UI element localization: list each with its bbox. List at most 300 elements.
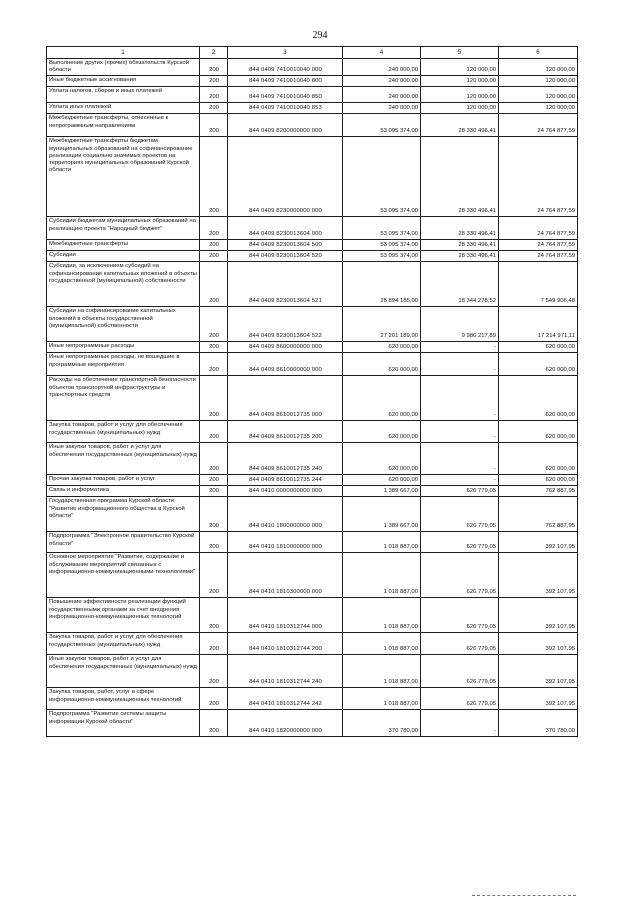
table-row bbox=[47, 307, 578, 342]
row-classification-code-text: 844 0410 1810312744 000 bbox=[249, 624, 322, 631]
row-executed-amount-text: - bbox=[494, 367, 496, 374]
row-name-text: Закупка товаров, работ и услуг для обеспечения государственных (муниципальных) нужд bbox=[49, 422, 183, 436]
row-unexecuted-amount-text: 392 107,95 bbox=[545, 624, 575, 631]
row-approved-amount-text: 53 095 374,00 bbox=[380, 208, 418, 215]
row-name-text: Уплата иных платежей bbox=[49, 104, 112, 111]
row-approved-amount-text: 620 000,00 bbox=[388, 434, 418, 441]
row-executed-amount bbox=[421, 240, 499, 251]
row-approved-amount-text: 620 000,00 bbox=[388, 367, 418, 374]
row-line-code bbox=[200, 114, 228, 137]
row-executed-amount bbox=[421, 553, 499, 598]
table-row bbox=[47, 342, 578, 353]
row-unexecuted-amount bbox=[499, 553, 578, 598]
row-line-code-text: 200 bbox=[209, 523, 219, 530]
row-executed-amount bbox=[421, 217, 499, 240]
table-row bbox=[47, 443, 578, 475]
row-unexecuted-amount-text: 620 000,00 bbox=[545, 344, 575, 351]
row-classification-code-text: 844 0409 7410010040 800 bbox=[249, 78, 322, 85]
row-name bbox=[47, 688, 200, 710]
row-name bbox=[47, 376, 200, 421]
table-row bbox=[47, 103, 578, 114]
row-name bbox=[47, 217, 200, 240]
row-executed-amount-text: 626 779,05 bbox=[466, 488, 496, 495]
row-unexecuted-amount-text: 24 764 877,59 bbox=[537, 208, 575, 215]
row-classification-code bbox=[228, 532, 343, 553]
row-approved-amount bbox=[343, 217, 421, 240]
row-classification-code-text: 844 0409 7410010040 000 bbox=[249, 67, 322, 74]
row-classification-code-text: 844 0409 8610012735 000 bbox=[249, 412, 322, 419]
row-unexecuted-amount-text: 24 764 877,59 bbox=[537, 231, 575, 238]
row-line-code bbox=[200, 262, 228, 307]
row-line-code bbox=[200, 103, 228, 114]
table-row bbox=[47, 532, 578, 553]
table-row bbox=[47, 137, 578, 217]
row-approved-amount-text: 240 000,00 bbox=[388, 94, 418, 101]
row-name-text: Межбюджетные трансферты, отнесенные к непрограммным направлениям bbox=[49, 115, 169, 129]
row-approved-amount bbox=[343, 307, 421, 342]
row-classification-code-text: 844 0410 1800000000 000 bbox=[249, 523, 322, 530]
row-executed-amount-text: 28 330 496,41 bbox=[458, 128, 496, 135]
row-classification-code bbox=[228, 240, 343, 251]
row-unexecuted-amount-text: 392 107,95 bbox=[545, 679, 575, 686]
row-unexecuted-amount bbox=[499, 307, 578, 342]
row-unexecuted-amount bbox=[499, 262, 578, 307]
row-classification-code bbox=[228, 475, 343, 486]
row-approved-amount bbox=[343, 262, 421, 307]
row-executed-amount bbox=[421, 486, 499, 497]
row-approved-amount bbox=[343, 87, 421, 103]
row-executed-amount bbox=[421, 633, 499, 655]
row-unexecuted-amount bbox=[499, 655, 578, 688]
row-unexecuted-amount bbox=[499, 240, 578, 251]
row-name-text: Выполнение других (прочих) обязательств Курской области bbox=[49, 60, 189, 74]
row-approved-amount-text: 620 000,00 bbox=[388, 477, 418, 484]
row-unexecuted-amount bbox=[499, 353, 578, 376]
row-unexecuted-amount bbox=[499, 137, 578, 217]
row-approved-amount-text: 53 095 374,00 bbox=[380, 242, 418, 249]
row-line-code bbox=[200, 87, 228, 103]
row-name bbox=[47, 532, 200, 553]
row-line-code bbox=[200, 710, 228, 737]
row-classification-code-text: 844 0409 8230013604 522 bbox=[249, 333, 322, 340]
row-name bbox=[47, 87, 200, 103]
row-approved-amount bbox=[343, 443, 421, 475]
row-executed-amount bbox=[421, 710, 499, 737]
row-approved-amount bbox=[343, 497, 421, 532]
table-row bbox=[47, 240, 578, 251]
row-approved-amount bbox=[343, 553, 421, 598]
row-approved-amount-text: 1 018 887,00 bbox=[383, 544, 418, 551]
table-row bbox=[47, 59, 578, 76]
row-name bbox=[47, 262, 200, 307]
row-name-text: Государственная программа Курской области "Развитие информационного общества в Курской области" bbox=[49, 498, 185, 519]
row-executed-amount-text: 626 779,05 bbox=[466, 679, 496, 686]
row-name bbox=[47, 76, 200, 87]
row-executed-amount-text: 626 779,05 bbox=[466, 646, 496, 653]
budget-table-body bbox=[47, 47, 578, 737]
row-unexecuted-amount bbox=[499, 251, 578, 262]
row-executed-amount-text: 18 344 278,52 bbox=[458, 298, 496, 305]
row-name-text: Уплата налогов, сборов и иных платежей bbox=[49, 88, 163, 95]
row-classification-code bbox=[228, 307, 343, 342]
row-unexecuted-amount-text: 620 000,00 bbox=[545, 412, 575, 419]
row-executed-amount-text: - bbox=[494, 412, 496, 419]
row-line-code-text: 200 bbox=[209, 344, 219, 351]
row-approved-amount bbox=[343, 376, 421, 421]
row-line-code-text: 200 bbox=[209, 78, 219, 85]
row-line-code-text: 200 bbox=[209, 208, 219, 215]
row-unexecuted-amount bbox=[499, 76, 578, 87]
row-name bbox=[47, 342, 200, 353]
row-name-text: Прочая закупка товаров, работ и услуг bbox=[49, 476, 156, 483]
row-executed-amount bbox=[421, 475, 499, 486]
row-approved-amount bbox=[343, 137, 421, 217]
table-row bbox=[47, 475, 578, 486]
row-unexecuted-amount-text: 120 000,00 bbox=[545, 78, 575, 85]
row-classification-code-text: 844 0409 8230013604 520 bbox=[249, 253, 322, 260]
row-line-code-text: 200 bbox=[209, 679, 219, 686]
row-approved-amount-text: 27 201 189,00 bbox=[380, 333, 418, 340]
row-unexecuted-amount-text: 620 000,00 bbox=[545, 434, 575, 441]
row-classification-code bbox=[228, 262, 343, 307]
row-line-code bbox=[200, 475, 228, 486]
row-line-code bbox=[200, 553, 228, 598]
row-executed-amount bbox=[421, 421, 499, 443]
row-name-text: Основное мероприятие "Развитие, содержание и обслуживание мероприятий связанных с информационно-коммуникационными технологиями" bbox=[49, 554, 196, 575]
row-executed-amount bbox=[421, 353, 499, 376]
row-name-text: Иные непрограммные расходы bbox=[49, 343, 135, 350]
row-approved-amount-text: 25 894 185,00 bbox=[380, 298, 418, 305]
header-col-1: 1 bbox=[47, 47, 200, 59]
row-approved-amount-text: 620 000,00 bbox=[388, 466, 418, 473]
row-classification-code-text: 844 0409 8230013604 000 bbox=[249, 231, 322, 238]
row-executed-amount-text: 626 779,05 bbox=[466, 701, 496, 708]
row-line-code-text: 200 bbox=[209, 253, 219, 260]
row-classification-code-text: 844 0409 8610012735 240 bbox=[249, 466, 322, 473]
row-executed-amount-text: 626 779,05 bbox=[466, 589, 496, 596]
row-executed-amount bbox=[421, 532, 499, 553]
table-row bbox=[47, 598, 578, 633]
table-row bbox=[47, 262, 578, 307]
row-line-code bbox=[200, 443, 228, 475]
row-name-text: Иные бюджетные ассигнования bbox=[49, 77, 137, 84]
row-classification-code bbox=[228, 376, 343, 421]
row-name-text: Иные непрограммные расходы, не вошедшие в программные мероприятия bbox=[49, 354, 180, 368]
row-name-text: Межбюджетные трансферты bbox=[49, 241, 129, 248]
row-name bbox=[47, 421, 200, 443]
row-unexecuted-amount-text: 392 107,95 bbox=[545, 589, 575, 596]
row-executed-amount-text: - bbox=[494, 344, 496, 351]
header-row bbox=[47, 47, 578, 59]
table-row bbox=[47, 87, 578, 103]
row-executed-amount-text: - bbox=[494, 477, 496, 484]
row-executed-amount bbox=[421, 342, 499, 353]
row-classification-code-text: 844 0410 1810300000 000 bbox=[249, 589, 322, 596]
row-name-text: Субсидии, за исключением субсидий на софинансирование капитальных вложений в объекты государственной (муниципальной) собственности bbox=[49, 263, 197, 284]
row-classification-code bbox=[228, 553, 343, 598]
row-line-code bbox=[200, 421, 228, 443]
table-row bbox=[47, 710, 578, 737]
row-line-code-text: 200 bbox=[209, 231, 219, 238]
row-executed-amount-text: - bbox=[494, 466, 496, 473]
row-line-code bbox=[200, 342, 228, 353]
row-executed-amount bbox=[421, 103, 499, 114]
row-unexecuted-amount bbox=[499, 633, 578, 655]
row-approved-amount bbox=[343, 633, 421, 655]
page-number: 294 bbox=[312, 30, 328, 41]
row-name-text: Связь и информатика bbox=[49, 487, 109, 494]
row-line-code bbox=[200, 532, 228, 553]
row-name bbox=[47, 486, 200, 497]
row-approved-amount bbox=[343, 76, 421, 87]
row-line-code bbox=[200, 76, 228, 87]
row-unexecuted-amount bbox=[499, 217, 578, 240]
row-name-text: Закупка товаров, работ и услуг для обеспечения государственных (муниципальных) нужд bbox=[49, 634, 183, 648]
row-line-code bbox=[200, 655, 228, 688]
row-executed-amount-text: 28 330 496,41 bbox=[458, 253, 496, 260]
row-executed-amount-text: 120 000,00 bbox=[466, 67, 496, 74]
row-unexecuted-amount bbox=[499, 688, 578, 710]
row-line-code bbox=[200, 59, 228, 76]
row-line-code-text: 200 bbox=[209, 589, 219, 596]
row-classification-code bbox=[228, 76, 343, 87]
row-unexecuted-amount-text: 392 107,95 bbox=[545, 646, 575, 653]
header-col-6: 6 bbox=[499, 47, 578, 59]
row-name bbox=[47, 103, 200, 114]
row-unexecuted-amount bbox=[499, 376, 578, 421]
row-executed-amount-text: 28 330 496,41 bbox=[458, 242, 496, 249]
row-name-text: Подпрограмма "Электронное правительство Курской области" bbox=[49, 533, 195, 547]
row-name bbox=[47, 633, 200, 655]
row-classification-code bbox=[228, 59, 343, 76]
row-line-code-text: 200 bbox=[209, 488, 219, 495]
row-classification-code-text: 844 0410 1810312744 240 bbox=[249, 679, 322, 686]
row-line-code bbox=[200, 240, 228, 251]
row-classification-code bbox=[228, 103, 343, 114]
row-executed-amount bbox=[421, 251, 499, 262]
table-row bbox=[47, 76, 578, 87]
row-classification-code bbox=[228, 342, 343, 353]
row-classification-code-text: 844 0409 8230013604 500 bbox=[249, 242, 322, 249]
row-approved-amount-text: 1 018 887,00 bbox=[383, 679, 418, 686]
row-classification-code-text: 844 0409 7410010040 850 bbox=[249, 94, 322, 101]
row-line-code-text: 200 bbox=[209, 298, 219, 305]
row-approved-amount-text: 53 095 374,00 bbox=[380, 128, 418, 135]
row-line-code bbox=[200, 486, 228, 497]
row-classification-code bbox=[228, 497, 343, 532]
row-approved-amount-text: 620 000,00 bbox=[388, 344, 418, 351]
row-approved-amount-text: 1 018 887,00 bbox=[383, 589, 418, 596]
row-line-code bbox=[200, 137, 228, 217]
row-approved-amount bbox=[343, 486, 421, 497]
row-classification-code-text: 844 0409 8230013604 521 bbox=[249, 298, 322, 305]
row-executed-amount bbox=[421, 114, 499, 137]
row-executed-amount bbox=[421, 688, 499, 710]
row-approved-amount-text: 1 018 887,00 bbox=[383, 624, 418, 631]
row-name bbox=[47, 475, 200, 486]
row-line-code-text: 200 bbox=[209, 728, 219, 735]
row-line-code bbox=[200, 688, 228, 710]
row-classification-code-text: 844 0410 1810312744 200 bbox=[249, 646, 322, 653]
header-col-4: 4 bbox=[343, 47, 421, 59]
header-col-2: 2 bbox=[200, 47, 228, 59]
row-unexecuted-amount-text: 17 214 971,11 bbox=[537, 333, 575, 340]
table-row bbox=[47, 421, 578, 443]
budget-table bbox=[46, 46, 578, 737]
row-executed-amount bbox=[421, 137, 499, 217]
row-line-code-text: 200 bbox=[209, 67, 219, 74]
row-classification-code-text: 844 0409 8200000000 000 bbox=[249, 128, 322, 135]
row-line-code bbox=[200, 598, 228, 633]
row-line-code-text: 200 bbox=[209, 624, 219, 631]
row-executed-amount bbox=[421, 76, 499, 87]
row-unexecuted-amount-text: 620 000,00 bbox=[545, 367, 575, 374]
row-executed-amount bbox=[421, 59, 499, 76]
row-classification-code bbox=[228, 137, 343, 217]
row-classification-code bbox=[228, 421, 343, 443]
row-executed-amount bbox=[421, 598, 499, 633]
table-row bbox=[47, 655, 578, 688]
table-row bbox=[47, 376, 578, 421]
row-classification-code bbox=[228, 217, 343, 240]
row-line-code-text: 200 bbox=[209, 128, 219, 135]
row-classification-code-text: 844 0409 8230000000 000 bbox=[249, 208, 322, 215]
row-approved-amount bbox=[343, 598, 421, 633]
row-approved-amount-text: 370 780,00 bbox=[388, 728, 418, 735]
row-unexecuted-amount bbox=[499, 59, 578, 76]
row-line-code bbox=[200, 251, 228, 262]
row-executed-amount-text: 28 330 496,41 bbox=[458, 231, 496, 238]
row-approved-amount bbox=[343, 710, 421, 737]
row-classification-code bbox=[228, 251, 343, 262]
row-name-text: Закупка товаров, работ, услуг в сфере информационно-коммуникационных технологий bbox=[49, 689, 182, 703]
row-executed-amount-text: 28 330 496,41 bbox=[458, 208, 496, 215]
table-row bbox=[47, 353, 578, 376]
row-approved-amount bbox=[343, 114, 421, 137]
row-approved-amount bbox=[343, 353, 421, 376]
row-classification-code-text: 844 0410 1820000000 000 bbox=[249, 728, 322, 735]
row-line-code bbox=[200, 353, 228, 376]
row-approved-amount-text: 240 000,00 bbox=[388, 67, 418, 74]
row-line-code-text: 200 bbox=[209, 466, 219, 473]
row-classification-code bbox=[228, 443, 343, 475]
row-unexecuted-amount-text: 762 887,95 bbox=[545, 523, 575, 530]
row-name bbox=[47, 655, 200, 688]
row-approved-amount bbox=[343, 532, 421, 553]
row-unexecuted-amount-text: 120 000,00 bbox=[545, 67, 575, 74]
row-classification-code bbox=[228, 353, 343, 376]
row-unexecuted-amount-text: 392 107,95 bbox=[545, 701, 575, 708]
row-line-code bbox=[200, 376, 228, 421]
row-line-code-text: 200 bbox=[209, 94, 219, 101]
header-col-3: 3 bbox=[228, 47, 343, 59]
row-unexecuted-amount bbox=[499, 114, 578, 137]
row-name-text: Межбюджетные трансферты бюджетам муниципальных образований на софинансирование реализации социально значимых проектов на территориях муниципальных образований Курской области bbox=[49, 138, 193, 174]
table-row bbox=[47, 486, 578, 497]
row-approved-amount-text: 240 000,00 bbox=[388, 78, 418, 85]
row-unexecuted-amount-text: 24 764 877,59 bbox=[537, 242, 575, 249]
row-executed-amount-text: 120 000,00 bbox=[466, 78, 496, 85]
row-name bbox=[47, 137, 200, 217]
row-name bbox=[47, 240, 200, 251]
row-line-code-text: 200 bbox=[209, 242, 219, 249]
row-approved-amount-text: 240 000,00 bbox=[388, 105, 418, 112]
row-approved-amount bbox=[343, 655, 421, 688]
row-executed-amount bbox=[421, 497, 499, 532]
row-classification-code bbox=[228, 710, 343, 737]
row-name-text: Расходы на обеспечение транспортной безопасности объектов транспортной инфраструктуры и транспортных средств bbox=[49, 377, 196, 398]
row-name bbox=[47, 497, 200, 532]
row-classification-code-text: 844 0409 7410010040 853 bbox=[249, 105, 322, 112]
row-executed-amount bbox=[421, 376, 499, 421]
table-row bbox=[47, 553, 578, 598]
row-unexecuted-amount-text: 120 000,00 bbox=[545, 94, 575, 101]
row-classification-code-text: 844 0409 8610012735 200 bbox=[249, 434, 322, 441]
row-name bbox=[47, 353, 200, 376]
row-unexecuted-amount bbox=[499, 103, 578, 114]
row-line-code bbox=[200, 633, 228, 655]
row-unexecuted-amount bbox=[499, 497, 578, 532]
row-unexecuted-amount bbox=[499, 475, 578, 486]
row-classification-code-text: 844 0409 8600000000 000 bbox=[249, 344, 322, 351]
row-unexecuted-amount-text: 24 764 877,59 bbox=[537, 128, 575, 135]
row-executed-amount-text: 120 000,00 bbox=[466, 94, 496, 101]
row-line-code bbox=[200, 497, 228, 532]
row-classification-code bbox=[228, 114, 343, 137]
table-row bbox=[47, 688, 578, 710]
row-unexecuted-amount bbox=[499, 598, 578, 633]
row-approved-amount bbox=[343, 251, 421, 262]
row-unexecuted-amount bbox=[499, 421, 578, 443]
row-unexecuted-amount-text: 620 000,00 bbox=[545, 477, 575, 484]
row-executed-amount bbox=[421, 655, 499, 688]
row-unexecuted-amount bbox=[499, 486, 578, 497]
row-unexecuted-amount bbox=[499, 532, 578, 553]
row-line-code-text: 200 bbox=[209, 434, 219, 441]
table-row bbox=[47, 633, 578, 655]
row-name-text: Иные закупки товаров, работ и услуг для обеспечения государственных (муниципальных) нужд bbox=[49, 444, 197, 458]
row-unexecuted-amount-text: 120 000,00 bbox=[545, 105, 575, 112]
row-approved-amount-text: 1 389 667,00 bbox=[383, 488, 418, 495]
row-unexecuted-amount-text: 620 000,00 bbox=[545, 466, 575, 473]
table-row bbox=[47, 497, 578, 532]
table-row bbox=[47, 251, 578, 262]
row-classification-code bbox=[228, 598, 343, 633]
row-approved-amount-text: 1 018 887,00 bbox=[383, 646, 418, 653]
row-line-code-text: 200 bbox=[209, 412, 219, 419]
row-executed-amount-text: - bbox=[494, 728, 496, 735]
row-classification-code-text: 844 0409 8610000000 000 bbox=[249, 367, 322, 374]
row-unexecuted-amount-text: 7 549 906,48 bbox=[540, 298, 575, 305]
row-classification-code-text: 844 0410 1810000000 000 bbox=[249, 544, 322, 551]
row-executed-amount-text: 9 986 217,89 bbox=[461, 333, 496, 340]
row-unexecuted-amount bbox=[499, 87, 578, 103]
row-line-code bbox=[200, 307, 228, 342]
row-executed-amount-text: 626 779,05 bbox=[466, 624, 496, 631]
row-unexecuted-amount-text: 392 107,95 bbox=[545, 544, 575, 551]
row-line-code-text: 200 bbox=[209, 105, 219, 112]
row-approved-amount bbox=[343, 475, 421, 486]
row-approved-amount-text: 1 018 887,00 bbox=[383, 701, 418, 708]
row-line-code-text: 200 bbox=[209, 646, 219, 653]
row-name-text: Иные закупки товаров, работ и услуг для обеспечения государственных (муниципальных) нужд bbox=[49, 656, 197, 670]
row-line-code-text: 200 bbox=[209, 544, 219, 551]
row-name-text: Субсидии на софинансирование капитальных вложений в объекты государственной (муниципальной) собственности bbox=[49, 308, 176, 329]
row-approved-amount bbox=[343, 103, 421, 114]
row-name bbox=[47, 598, 200, 633]
row-unexecuted-amount bbox=[499, 710, 578, 737]
row-executed-amount-text: 626 779,05 bbox=[466, 523, 496, 530]
